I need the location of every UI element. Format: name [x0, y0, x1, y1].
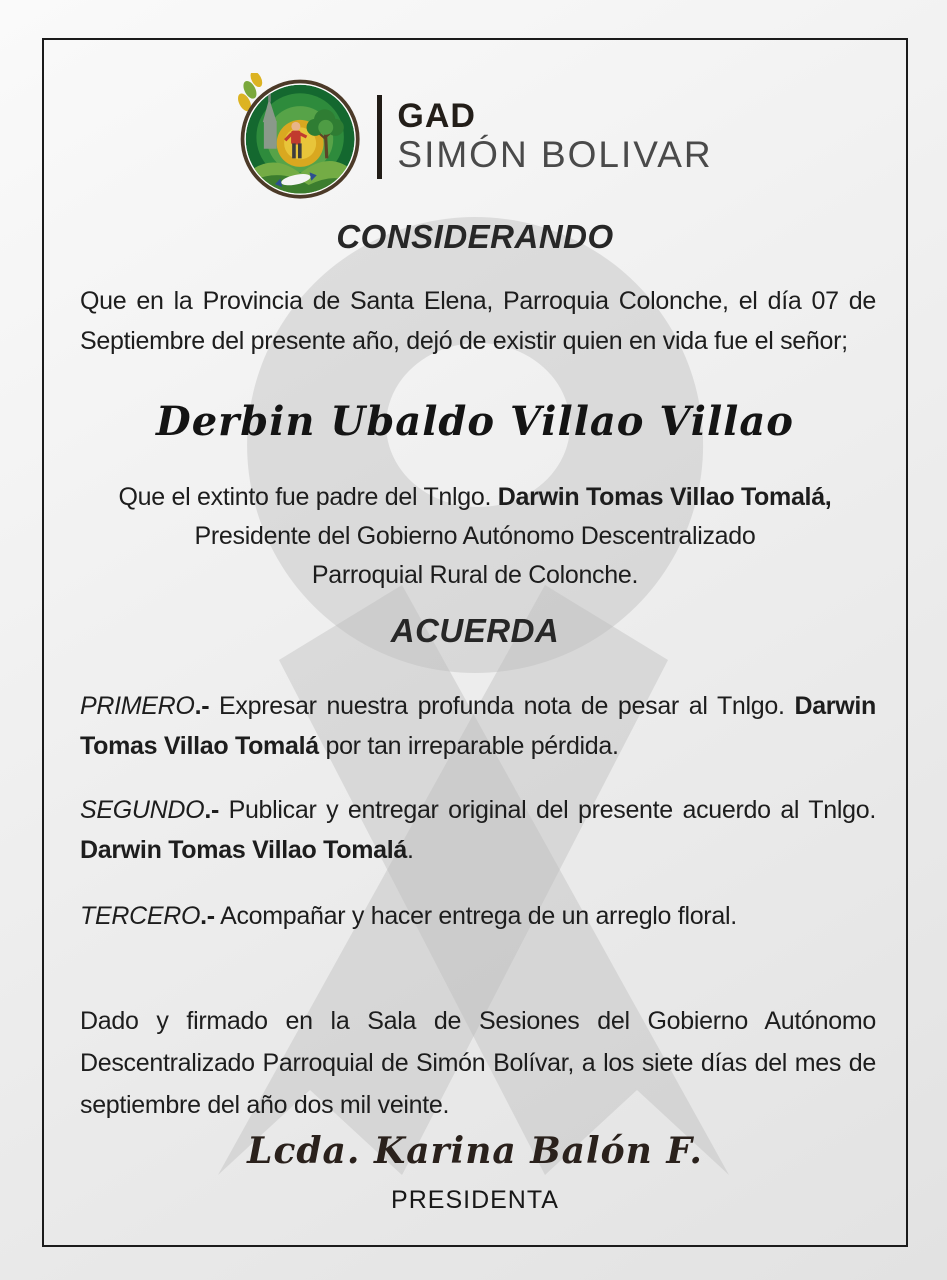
- logo-wordmark: [397, 96, 713, 175]
- considerando-paragraph: Que en la Provincia de Santa Elena, Parroquia Colonche, el día 07 de Septiembre del presente año, dejó de existir quien en vida fue el señor;: [80, 287, 876, 355]
- gad-emblem-icon: [234, 73, 362, 201]
- accord-item-tercero: TERCERO.- Acompañar y hacer entrega de un arreglo floral.: [80, 902, 737, 930]
- accord-item-primero: PRIMERO.- Expresar nuestra profunda nota de pesar al Tnlgo. Darwin Tomas Villao Tomalá por tan irreparable pérdida.: [80, 692, 876, 760]
- accord-item-segundo: SEGUNDO.- Publicar y entregar original del presente acuerdo al Tnlgo. Darwin Tomas Villao Tomalá.: [80, 796, 876, 864]
- acuerda-title: ACUERDA: [390, 612, 560, 649]
- signature-title: PRESIDENTA: [391, 1186, 559, 1214]
- logo-acronym: GAD: [397, 96, 476, 135]
- relation-paragraph: [42, 478, 908, 595]
- considerando-title: CONSIDERANDO: [336, 218, 614, 255]
- relation-line-3: Parroquial Rural de Colonche.: [311, 561, 639, 589]
- logo-divider: [377, 95, 382, 179]
- relation-line-2: Presidente del Gobierno Autónomo Descentralizado: [194, 522, 756, 550]
- signature-name: Lcda. Karina Balón F.: [247, 1130, 703, 1172]
- deceased-name: Derbin Ubaldo Villao Villao: [156, 398, 794, 445]
- closing-paragraph: Dado y firmado en la Sala de Sesiones del Gobierno Autónomo Descentralizado Parroquial de Simón Bolívar, a los siete días del mes de septiembre del año dos mil veinte.: [80, 1007, 876, 1119]
- relation-line-1: Que el extinto fue padre del Tnlgo. Darwin Tomas Villao Tomalá,: [118, 483, 832, 511]
- header-logo: [0, 72, 947, 202]
- logo-org-name: SIMÓN BOLIVAR: [397, 133, 713, 175]
